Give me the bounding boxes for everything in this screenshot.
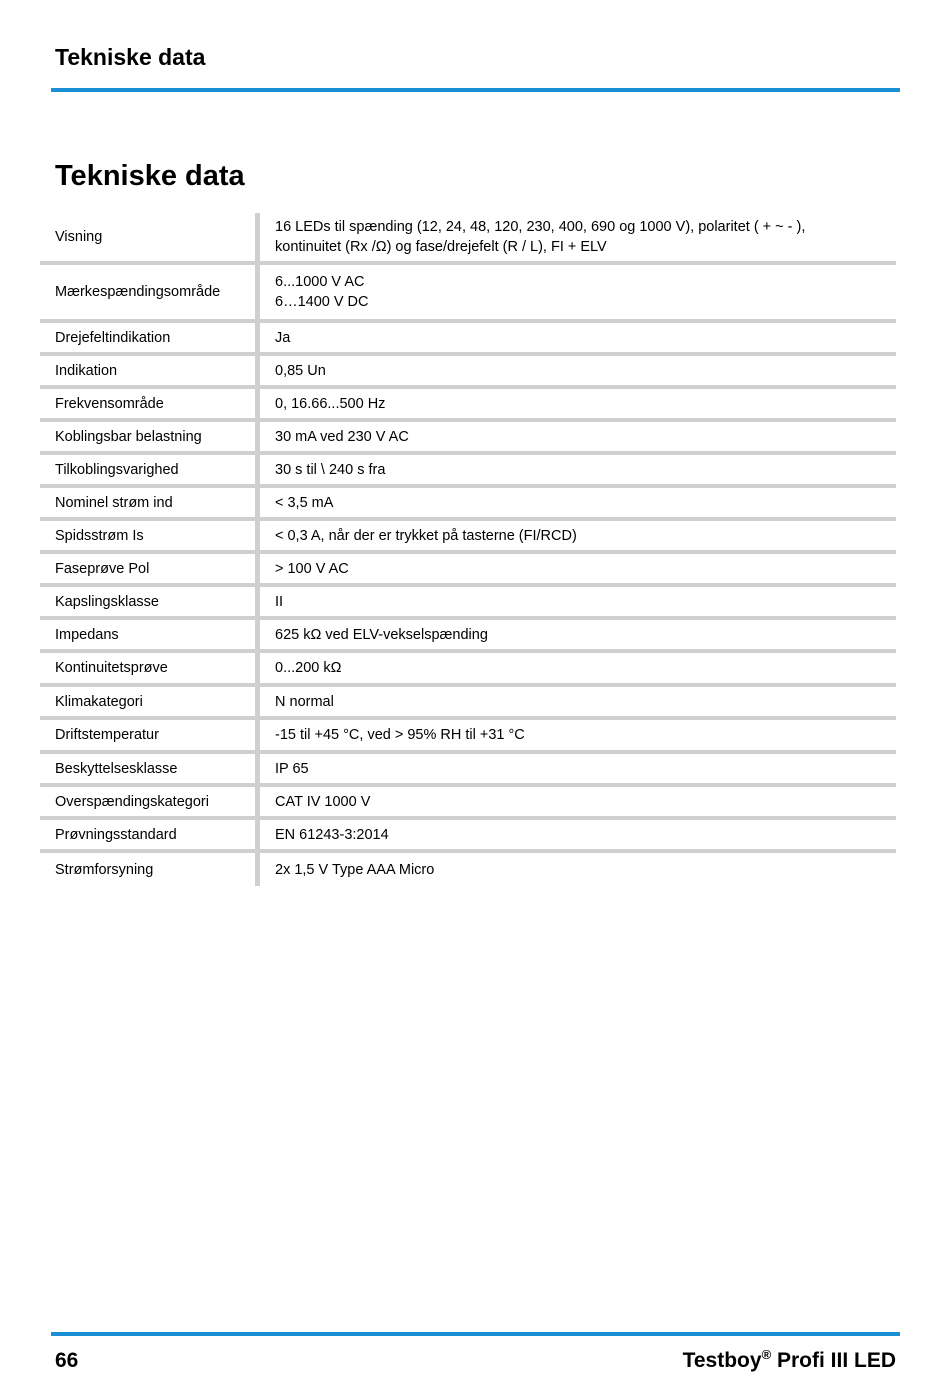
spec-value-line: -15 til +45 °C, ved > 95% RH til +31 °C [275, 727, 525, 743]
spec-value-line: 625 kΩ ved ELV-vekselspænding [275, 626, 488, 643]
spec-label [40, 455, 255, 484]
spec-value-line: II [275, 593, 284, 610]
spec-row [40, 620, 896, 653]
spec-label [40, 356, 255, 385]
spec-value [260, 488, 896, 517]
page-number: 66 [55, 1349, 79, 1372]
spec-label [40, 587, 255, 616]
spec-table [40, 213, 896, 886]
spec-label-text: Nominel strøm ind [55, 494, 173, 511]
spec-label [40, 389, 255, 418]
spec-value [260, 213, 896, 261]
spec-label [40, 820, 255, 849]
spec-value [260, 356, 896, 385]
spec-label [40, 213, 255, 261]
spec-label-text: Visning [55, 229, 103, 245]
spec-row [40, 820, 896, 853]
spec-value-line: < 3,5 mA [275, 494, 334, 511]
spec-value [260, 653, 896, 683]
spec-value [260, 720, 896, 750]
spec-row [40, 213, 896, 265]
spec-label-text: Faseprøve Pol [55, 560, 150, 577]
spec-label-text: Drejefeltindikation [55, 329, 171, 346]
spec-value-line: 30 s til \ 240 s fra [275, 461, 386, 478]
spec-value-line: 2x 1,5 V Type AAA Micro [275, 861, 435, 878]
section-title: Tekniske data [55, 160, 245, 192]
spec-value-line: kontinuitet (Rx /Ω) og fase/drejefelt (R / L), FI + ELV [275, 239, 607, 255]
spec-label [40, 754, 255, 783]
spec-value [260, 455, 896, 484]
spec-row [40, 422, 896, 455]
spec-label [40, 687, 255, 716]
spec-value-line: 0,85 Un [275, 362, 326, 379]
spec-label [40, 853, 255, 886]
spec-row [40, 521, 896, 554]
spec-label-text: Spidsstrøm Is [55, 527, 144, 544]
header-title: Tekniske data [55, 44, 206, 70]
spec-value [260, 422, 896, 451]
spec-label [40, 620, 255, 649]
spec-label-text: Tilkoblingsvarighed [55, 461, 179, 478]
spec-row [40, 455, 896, 488]
spec-value-line: 6...1000 V AC [275, 274, 365, 290]
spec-row [40, 787, 896, 820]
spec-label-text: Prøvningsstandard [55, 826, 177, 843]
spec-label-text: Kapslingsklasse [55, 593, 159, 610]
spec-value-line: EN 61243-3:2014 [275, 826, 389, 843]
spec-value-line: 0...200 kΩ [275, 660, 342, 676]
spec-label-text: Indikation [55, 362, 118, 379]
spec-label-text: Beskyttelsesklasse [55, 760, 178, 777]
spec-label [40, 653, 255, 683]
spec-value [260, 754, 896, 783]
spec-label [40, 554, 255, 583]
product-name [683, 1347, 896, 1373]
spec-value-line: > 100 V AC [275, 560, 349, 577]
spec-value-line: 16 LEDs til spænding (12, 24, 48, 120, 230, 400, 690 og 1000 V), polaritet ( + ~ - ), [275, 219, 806, 235]
spec-label-text: Kontinuitetsprøve [55, 660, 168, 676]
spec-row [40, 653, 896, 687]
spec-value-line: IP 65 [275, 760, 309, 777]
spec-label [40, 720, 255, 750]
spec-value-line: N normal [275, 693, 334, 710]
spec-label-text: Frekvensområde [55, 395, 164, 412]
spec-value [260, 265, 896, 319]
spec-label-text: Overspændingskategori [55, 793, 209, 810]
spec-value-line: 6…1400 V DC [275, 294, 369, 310]
spec-value [260, 820, 896, 849]
spec-value-line: 0, 16.66...500 Hz [275, 395, 386, 412]
spec-label [40, 521, 255, 550]
brand-name: Testboy [682, 1349, 762, 1372]
spec-label [40, 323, 255, 352]
spec-row [40, 265, 896, 323]
spec-value [260, 687, 896, 716]
spec-label-text: Mærkespændingsområde [55, 284, 221, 300]
spec-value [260, 853, 896, 886]
spec-row [40, 754, 896, 787]
product-model: Profi III LED [771, 1349, 896, 1372]
spec-value [260, 787, 896, 816]
spec-label-text: Klimakategori [55, 693, 143, 710]
spec-value-line: < 0,3 A, når der er trykket på tasterne (FI/RCD) [275, 527, 577, 544]
spec-value [260, 620, 896, 649]
spec-row [40, 389, 896, 422]
spec-value-line: 30 mA ved 230 V AC [275, 428, 409, 445]
spec-value [260, 521, 896, 550]
header-divider [51, 88, 900, 92]
spec-row [40, 720, 896, 754]
spec-label-text: Impedans [55, 626, 119, 643]
spec-label [40, 787, 255, 816]
spec-row [40, 587, 896, 620]
spec-row [40, 356, 896, 389]
spec-value [260, 389, 896, 418]
spec-row [40, 687, 896, 720]
spec-label-text: Driftstemperatur [55, 727, 159, 743]
spec-value [260, 323, 896, 352]
spec-label [40, 265, 255, 319]
spec-value [260, 587, 896, 616]
spec-label-text: Strømforsyning [55, 861, 154, 878]
spec-value-line: CAT IV 1000 V [275, 793, 371, 810]
spec-row [40, 323, 896, 356]
spec-row [40, 488, 896, 521]
spec-value-line: Ja [275, 329, 291, 346]
spec-row [40, 853, 896, 886]
spec-label-text: Koblingsbar belastning [55, 428, 202, 445]
registered-mark: ® [761, 1347, 772, 1362]
footer-divider [51, 1332, 900, 1336]
spec-value [260, 554, 896, 583]
spec-label [40, 488, 255, 517]
spec-label [40, 422, 255, 451]
spec-row [40, 554, 896, 587]
